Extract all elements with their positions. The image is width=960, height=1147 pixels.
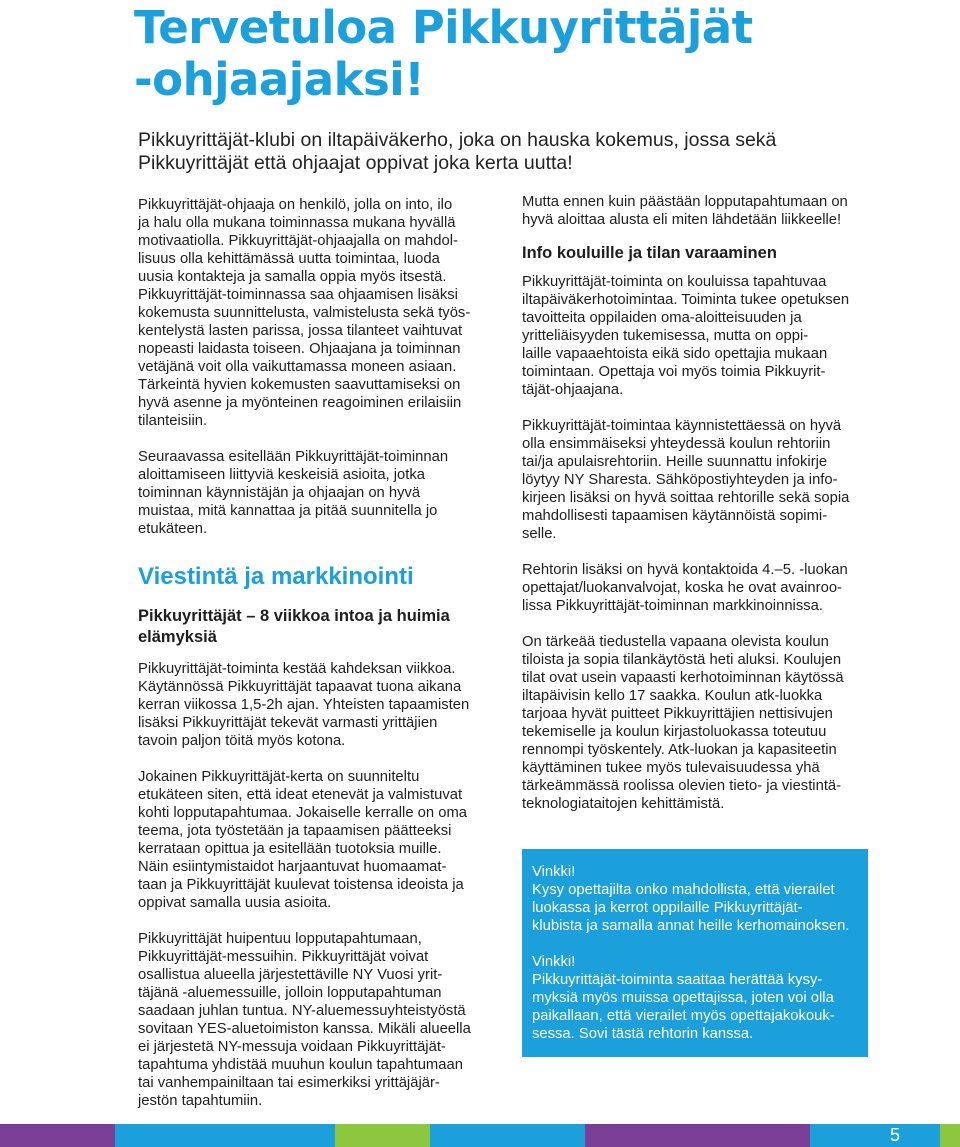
text-line: taan ja Pikkuyrittäjät kuulevat toistensa ideoista ja	[138, 877, 464, 893]
text-line: käyttäminen tukee myös tulevaisuudessa yhä	[522, 760, 820, 776]
text-line: ja halu olla mukana toiminnassa mukana hyvällä	[138, 215, 456, 231]
text-line: uusia kontakteja ja samalla oppia myös itsestä.	[138, 269, 447, 285]
footer-segment	[585, 1124, 810, 1147]
text-line: Vinkki!	[532, 954, 576, 970]
text-line: luokassa ja kerrot oppilaille Pikkuyrittäjät-	[532, 900, 803, 916]
subheading-8-weeks	[138, 606, 486, 648]
text-line: lisäksi Pikkuyrittäjät tekevät varmasti yrittäjien	[138, 715, 438, 731]
text-line: Pikkuyrittäjät-ohjaaja on henkilö, jolla on into, ilo	[138, 197, 453, 213]
text-line: aloittamiseen liittyviä keskeisiä asioita, jotka	[138, 467, 426, 483]
text-line: sovitaan YES-aluetoimiston kanssa. Mikäli alueella	[138, 1021, 471, 1037]
text-line: teema, jota työstetään ja tapaamisen päätteeksi	[138, 823, 452, 839]
text-line: Mutta ennen kuin päästään lopputapahtumaan on	[522, 194, 848, 210]
intro-paragraph	[138, 196, 486, 430]
text-line: opettajat/luokanvalvojat, koska he ovat avainroo-	[522, 580, 842, 596]
page-title-line-2: -ohjaajaksi!	[134, 53, 425, 106]
text-line: tavoin paljon töitä myös kotona.	[138, 733, 346, 749]
text-line: täjät-ohjaajana.	[522, 382, 624, 398]
text-line: elämyksiä	[138, 628, 217, 646]
text-line: kirjeen lisäksi on hyvä soittaa rehtorille sekä sopia	[522, 490, 850, 506]
text-line: kerrataan opittua ja esitellään tuotoksia muille.	[138, 841, 442, 857]
text-line: hyvä asenne ja myönteinen reagoiminen erilaisiin	[138, 395, 462, 411]
text-line: tilat ovat usein vapaasti kerhotoiminnan käytössä	[522, 670, 844, 686]
text-line: hyvä aloittaa alusta eli miten lähdetään liikkeelle!	[522, 212, 842, 228]
footer-color-strip	[0, 1124, 960, 1147]
text-line: jestön tapahtumiin.	[138, 1093, 263, 1109]
lead-paragraph	[138, 129, 858, 175]
duration-paragraph	[138, 660, 486, 750]
text-line: tapahtuma yhdistää muuhun koulun tapahtumaan	[138, 1057, 463, 1073]
text-line: tilanteisiin.	[138, 413, 208, 429]
text-line: kokemusta suunnittelusta, valmistelusta sekä työs-	[138, 305, 471, 321]
text-line: mahdollisesti tapaamisen käytännöistä sopimi-	[522, 508, 828, 524]
footer-segment	[0, 1124, 115, 1147]
footer-segment	[810, 1124, 940, 1147]
text-line: Rehtorin lisäksi on hyvä kontaktoida 4.–5. -luokan	[522, 562, 848, 578]
text-line: paikallaan, että vierailet myös opettajakokouk-	[532, 1008, 835, 1024]
lead-line-1: Pikkuyrittäjät-klubi on iltapäiväkerho, joka on hauska kokemus, jossa sekä	[138, 129, 777, 151]
text-line: tekemiselle ja koulun kirjastoluokassa toteutuu	[522, 724, 827, 740]
text-line: tarjoaa hyvät puitteet Pikkuyrittäjien nettisivujen	[522, 706, 833, 722]
text-line: tiloista ja sopia tilankäytöstä heti aluksi. Koulujen	[522, 652, 842, 668]
text-line: oppivat samalla uusia asioita.	[138, 895, 332, 911]
text-line: Pikkuyrittäjät-toiminnassa saa ohjaamisen lisäksi	[138, 287, 458, 303]
text-line: Käytännössä Pikkuyrittäjät tapaavat tuona aikana	[138, 679, 462, 695]
text-line: toiminnan käynnistäjän ja ohjaajan on hyvä	[138, 485, 421, 501]
text-line: etukäteen.	[138, 521, 208, 537]
page-title	[134, 2, 934, 106]
final-event-paragraph	[138, 930, 486, 1110]
text-line: täjänä -aluemessuille, jolloin lopputapahtuman	[138, 985, 442, 1001]
text-line: On tärkeää tiedustella vapaana olevista koulun	[522, 634, 829, 650]
footer-segment	[940, 1124, 960, 1147]
text-line: olla ensimmäiseksi yhteydessä koulun rehtoriin	[522, 436, 831, 452]
text-line: klubista ja samalla annat heille kerhomainoksen.	[532, 918, 850, 934]
footer-segment	[135, 1124, 335, 1147]
text-line: kerran viikossa 1,5-2h ajan. Yhteisten tapaamisten	[138, 697, 470, 713]
teacher-contact-paragraph	[522, 561, 870, 615]
text-line: tai vanhempainiltaan tai esimerkiksi yrittäjäjär-	[138, 1075, 440, 1091]
left-column	[138, 196, 486, 1110]
text-line: toimintaan. Opettaja voi myös toimia Pikkuyrit-	[522, 364, 826, 380]
text-line: Näin esiintymistaidot harjaantuvat huomaamat-	[138, 859, 447, 875]
overview-paragraph	[138, 448, 486, 538]
text-line: rennompi työskentely. Atk-luokan ja kapasiteetin	[522, 742, 837, 758]
text-line: Pikkuyrittäjät-toimintaa käynnistettäessä on hyvä	[522, 418, 842, 434]
text-line: myksiä myös muissa opettajissa, joten voi olla	[532, 990, 834, 1006]
text-line: motivaatiolla. Pikkuyrittäjät-ohjaajalla on mahdol-	[138, 233, 458, 249]
text-line: kentelystä lasten parissa, jossa tilanteet vaihtuvat	[138, 323, 463, 339]
text-line: tärkeämmässä roolissa olevien tieto- ja viestintä-	[522, 778, 842, 794]
text-line: Pikkuyrittäjät-messuihin. Pikkuyrittäjät voivat	[138, 949, 429, 965]
text-line: yritteliäisyyden tukemisessa, mutta on oppi-	[522, 328, 809, 344]
tip-1	[532, 863, 868, 935]
text-line: nopeasti laidasta toiseen. Ohjaajana ja toiminnan	[138, 341, 461, 357]
text-line: Pikkuyrittäjät-toiminta on kouluissa tapahtuvaa	[522, 274, 827, 290]
footer-segment	[430, 1124, 585, 1147]
getting-started-paragraph	[522, 193, 870, 229]
text-line: kohti lopputapahtumaa. Jokaiselle kerralle on oma	[138, 805, 468, 821]
session-paragraph	[138, 768, 486, 912]
text-line: osallistua alueella järjestettäville NY Vuosi yrit-	[138, 967, 443, 983]
text-line: tavoitteita oppilaiden oma-aloitteisuuden ja	[522, 310, 802, 326]
page-number: 5	[889, 1125, 900, 1145]
text-line: selle.	[522, 526, 557, 542]
facilities-paragraph	[522, 633, 870, 813]
text-line: etukäteen siten, että ideat etenevät ja valmistuvat	[138, 787, 463, 803]
text-line: teknologiataitojen kehittämistä.	[522, 796, 725, 812]
subheading-info-schools: Info kouluille ja tilan varaaminen	[522, 244, 777, 262]
text-line: iltapäivisin kello 17 saakka. Koulun atk-luokka	[522, 688, 823, 704]
tip-2	[532, 953, 868, 1043]
text-line: löytyy NY Sharesta. Sähköpostiyhteyden ja info-	[522, 472, 838, 488]
text-line: Tärkeintä hyvien kokemusten saavuttamiseksi on	[138, 377, 461, 393]
tips-box	[522, 849, 868, 1057]
text-line: iltapäiväkerhotoimintaa. Toiminta tukee opetuksen	[522, 292, 850, 308]
section-heading-communication: Viestintä ja markkinointi	[138, 563, 414, 590]
text-line: saadaan juhlan tuntua. NY-aluemessuyhteistyöstä	[138, 1003, 466, 1019]
text-line: Vinkki!	[532, 864, 576, 880]
text-line: lisuus olla kehittämässä uutta toimintaa, luoda	[138, 251, 440, 267]
text-line: Pikkuyrittäjät huipentuu lopputapahtumaan,	[138, 931, 422, 947]
text-line: vetäjänä voit olla vaikuttamassa moneen asiaan.	[138, 359, 457, 375]
principal-contact-paragraph	[522, 417, 870, 543]
school-activity-paragraph	[522, 273, 870, 399]
footer-segment	[115, 1124, 135, 1147]
footer-segment	[335, 1124, 430, 1147]
text-line: Pikkuyrittäjät – 8 viikkoa intoa ja huimia	[138, 607, 450, 625]
text-line: Seuraavassa esitellään Pikkuyrittäjät-toiminnan	[138, 449, 449, 465]
text-line: tai/ja apulaisrehtoriin. Heille suunnattu infokirje	[522, 454, 828, 470]
lead-line-2: Pikkuyrittäjät että ohjaajat oppivat joka kerta uutta!	[138, 152, 573, 174]
text-line: Kysy opettajilta onko mahdollista, että vierailet	[532, 882, 835, 898]
page-title-line-1: Tervetuloa Pikkuyrittäjät	[134, 1, 753, 54]
text-line: muistaa, mitä kannattaa ja pitää suunnitella jo	[138, 503, 438, 519]
text-line: Pikkuyrittäjät-toiminta saattaa herättää kysy-	[532, 972, 823, 988]
text-line: Jokainen Pikkuyrittäjät-kerta on suunniteltu	[138, 769, 420, 785]
text-line: Pikkuyrittäjät-toiminta kestää kahdeksan viikkoa.	[138, 661, 456, 677]
text-line: sessa. Sovi tästä rehtorin kanssa.	[532, 1026, 754, 1042]
text-line: ei järjestetä NY-messuja voidaan Pikkuyrittäjät-	[138, 1039, 446, 1055]
text-line: laille vapaaehtoista eikä sido opettajia mukaan	[522, 346, 828, 362]
text-line: lissa Pikkuyrittäjät-toiminnan markkinoinnissa.	[522, 598, 823, 614]
right-column	[522, 193, 870, 1057]
